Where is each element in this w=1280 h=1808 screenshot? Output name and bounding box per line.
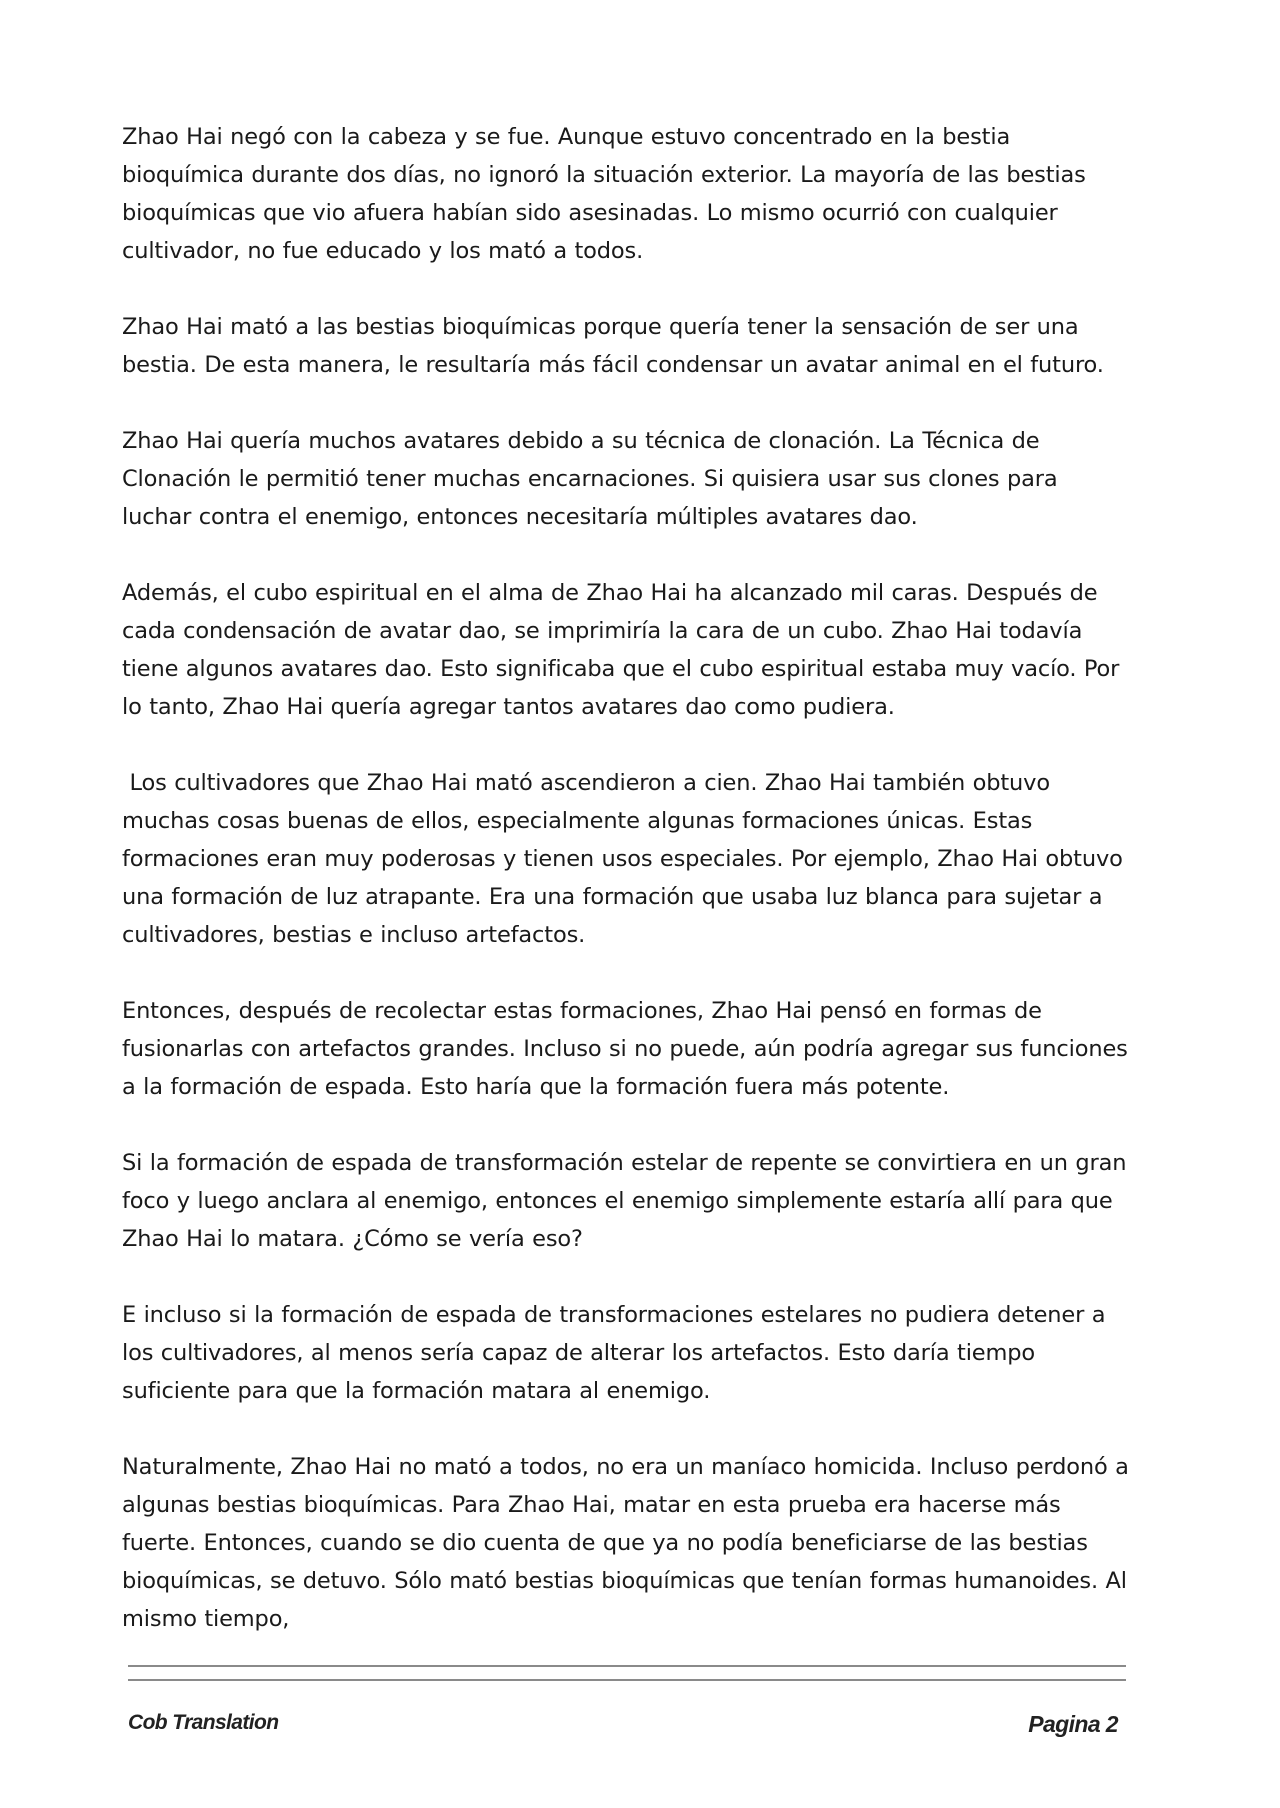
footer-publisher: Cob Translation	[128, 1711, 279, 1734]
paragraph-3: Zhao Hai quería muchos avatares debido a su técnica de clonación. La Técnica de Clonación le permitió tener muchas encarnaciones. Si quisiera usar sus clones para luchar contra el enemigo, entonces necesitaría múltiples avatares dao.	[122, 428, 1065, 530]
paragraph-8: E incluso si la formación de espada de transformaciones estelares no pudiera detener a los cultivadores, al menos sería capaz de alterar los artefactos. Esto daría tiempo suficiente para que la formación matara al enemigo.	[122, 1302, 1113, 1404]
paragraph-7: Si la formación de espada de transformación estelar de repente se convirtiera en un gran foco y luego anclara al enemigo, entonces el enemigo simplemente estaría allí para que Zhao Hai lo matara. ¿Cómo se vería eso?	[122, 1150, 1134, 1252]
body-text	[122, 118, 1137, 1638]
footer-divider-bottom	[128, 1679, 1126, 1681]
paragraph-9: Naturalmente, Zhao Hai no mató a todos, no era un maníaco homicida. Incluso perdonó a algunas bestias bioquímicas. Para Zhao Hai, matar en esta prueba era hacerse más fuerte. Entonces, cuando se dio cuenta de que ya no podía beneficiarse de las bestias bioquímicas, se detuvo. Sólo mató bestias bioquímicas que tenían formas humanoides. Al mismo tiempo,	[122, 1454, 1137, 1632]
paragraph-2: Zhao Hai mató a las bestias bioquímicas porque quería tener la sensación de ser una bestia. De esta manera, le resultaría más fácil condensar un avatar animal en el futuro.	[122, 314, 1104, 378]
footer-divider-top	[128, 1665, 1126, 1667]
paragraph-1: Zhao Hai negó con la cabeza y se fue. Aunque estuvo concentrado en la bestia bioquímica durante dos días, no ignoró la situación exterior. La mayoría de las bestias bioquímicas que vio afuera habían sido asesinadas. Lo mismo ocurrió con cualquier cultivador, no fue educado y los mató a todos.	[122, 124, 1094, 264]
paragraph-6: Entonces, después de recolectar estas formaciones, Zhao Hai pensó en formas de fusionarlas con artefactos grandes. Incluso si no puede, aún podría agregar sus funciones a la formación de espada. Esto haría que la formación fuera más potente.	[122, 998, 1136, 1100]
paragraph-4: Además, el cubo espiritual en el alma de Zhao Hai ha alcanzado mil caras. Después de cada condensación de avatar dao, se imprimiría la cara de un cubo. Zhao Hai todavía tiene algunos avatares dao. Esto significaba que el cubo espiritual estaba muy vacío. Por lo tanto, Zhao Hai quería agregar tantos avatares dao como pudiera.	[122, 580, 1127, 720]
paragraph-5: Los cultivadores que Zhao Hai mató ascendieron a cien. Zhao Hai también obtuvo muchas cosas buenas de ellos, especialmente algunas formaciones únicas. Estas formaciones eran muy poderosas y tienen usos especiales. Por ejemplo, Zhao Hai obtuvo una formación de luz atrapante. Era una formación que usaba luz blanca para sujetar a cultivadores, bestias e incluso artefactos.	[122, 770, 1131, 948]
footer-page-number: Pagina 2	[1028, 1711, 1118, 1737]
